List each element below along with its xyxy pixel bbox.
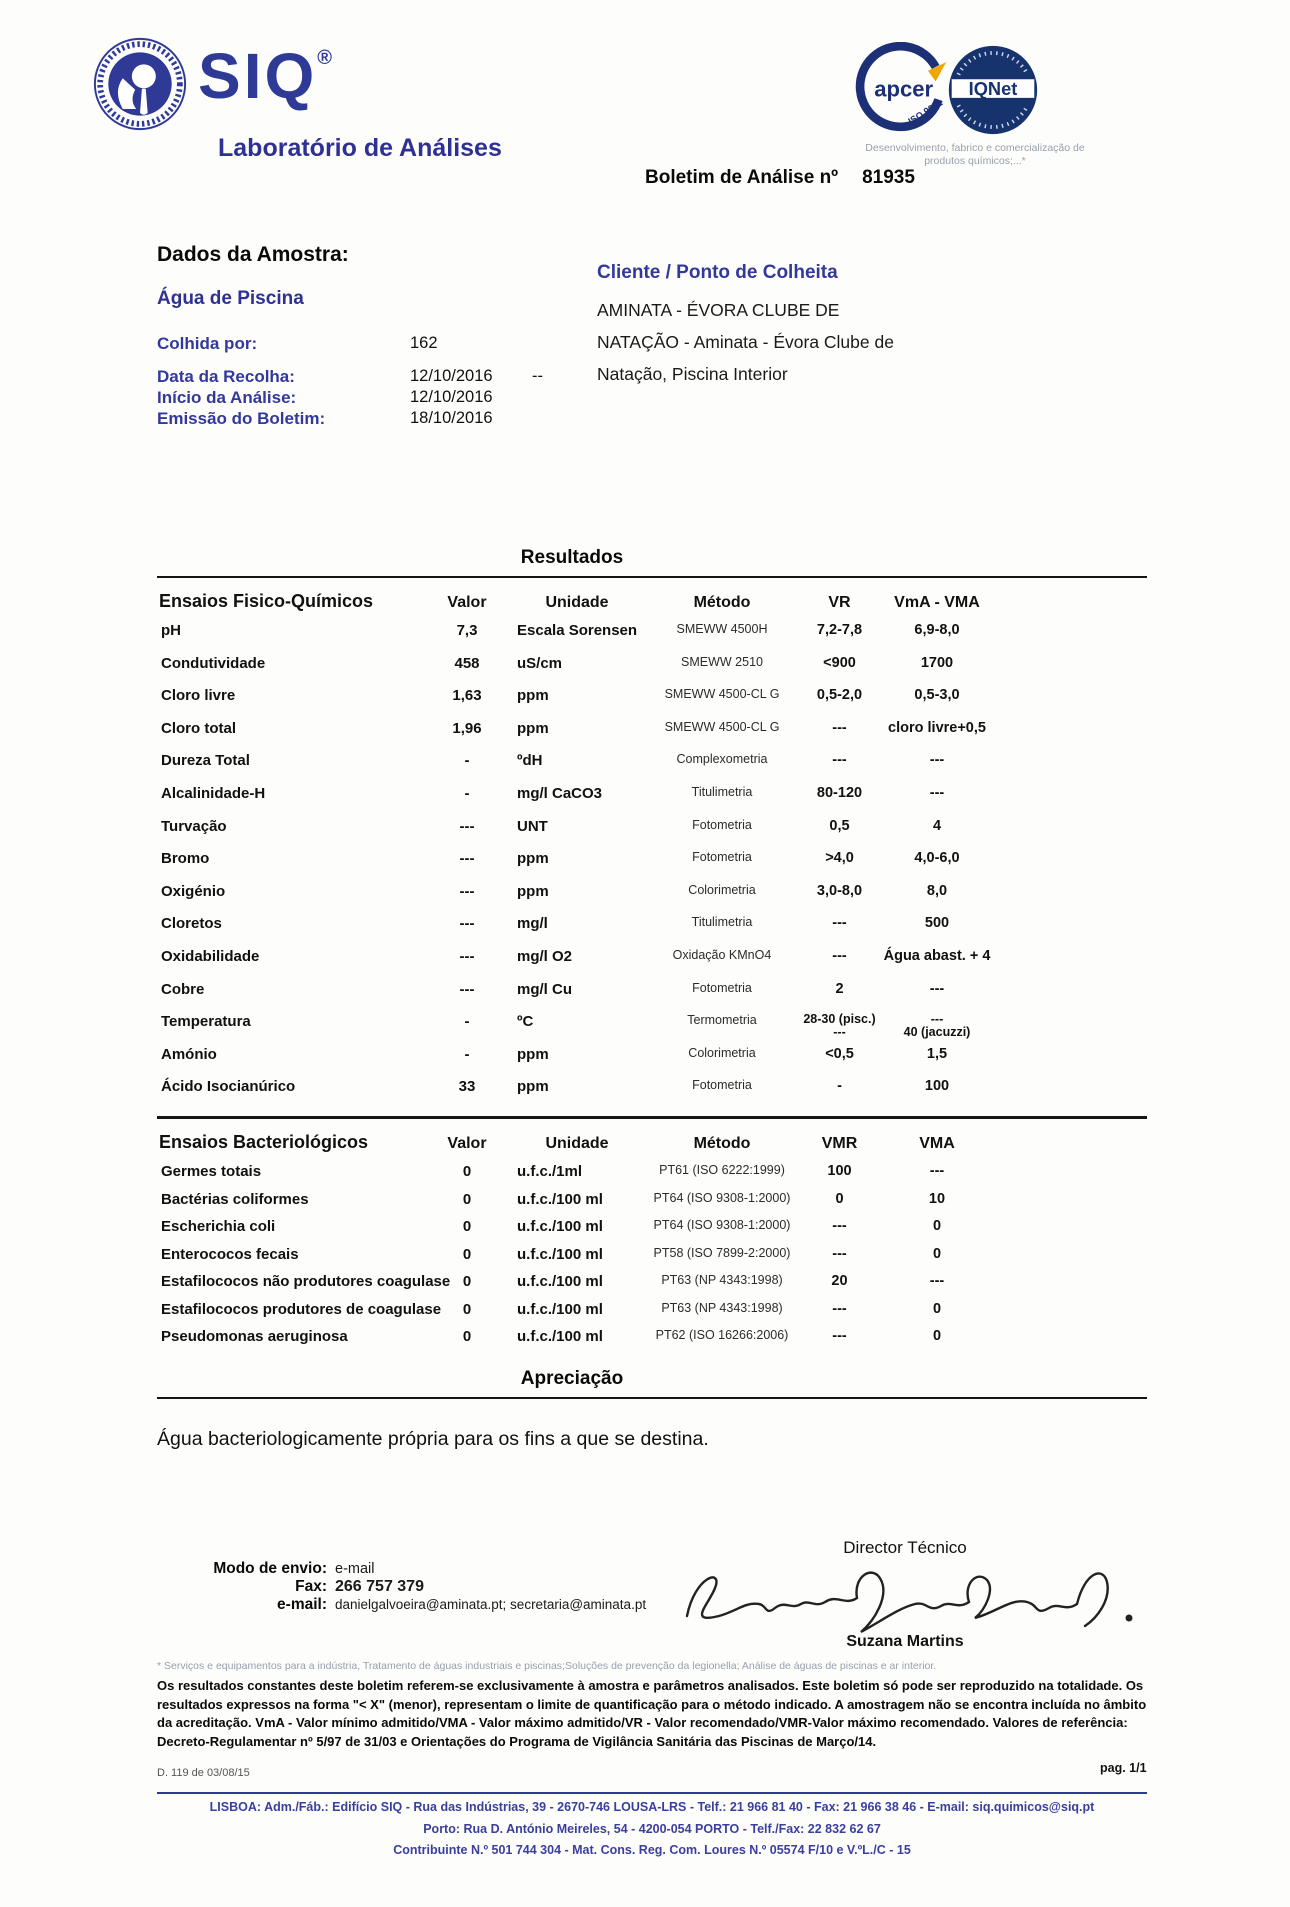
apcer-label: apcer	[873, 76, 933, 102]
cell-unidade: u.f.c./100 ml	[517, 1273, 603, 1291]
cell-vr: ---	[832, 752, 847, 769]
cell-vr: 3,0-8,0	[816, 882, 863, 899]
results-section	[157, 547, 1147, 1399]
analysis-start-value: 12/10/2016	[410, 388, 493, 406]
cell-valor: -	[464, 1013, 470, 1031]
bacterio-table	[157, 1163, 1147, 1356]
cell-vr: -	[837, 1078, 842, 1095]
appraisal-text: Água bacteriologicamente própria para os fins a que se destina.	[157, 1428, 709, 1450]
header-vr: VR	[828, 594, 851, 611]
cell-vr: 0,5	[829, 817, 850, 834]
cell-valor: 1,96	[452, 719, 482, 737]
cell-valor: 0	[462, 1328, 472, 1346]
cell-unidade: uS/cm	[517, 654, 563, 672]
table-row	[157, 720, 1147, 753]
collection-date-value: 12/10/2016	[410, 367, 493, 385]
collection-date-row	[157, 367, 587, 387]
cell-metodo: Oxidação KMnO4	[672, 947, 772, 962]
cell-unidade: mg/l CaCO3	[517, 784, 603, 802]
cell-param: Estafilococos produtores de coagulase	[161, 1300, 442, 1318]
header-valor: Valor	[447, 1134, 487, 1152]
cell-param: Bactérias coliformes	[161, 1190, 309, 1208]
cell-vr: 20	[831, 1273, 848, 1290]
table-row	[157, 1046, 1147, 1079]
signature-name: Suzana Martins	[846, 1633, 964, 1650]
cell-valor: ---	[459, 947, 475, 965]
cell-metodo: Colorimetria	[688, 882, 756, 897]
cell-valor: 0	[462, 1162, 472, 1180]
divider	[157, 1397, 1147, 1399]
cell-param: Oxigénio	[161, 882, 226, 900]
table-row	[157, 1328, 1147, 1356]
email-label: e-mail:	[277, 1596, 327, 1613]
cell-param: Cloro total	[161, 719, 236, 737]
cell-valor: ---	[459, 980, 475, 998]
cell-vma: 500	[924, 915, 950, 932]
bulletin-issue-label: Emissão do Boletim:	[157, 409, 326, 428]
table-row	[157, 1013, 1147, 1046]
cell-unidade: u.f.c./100 ml	[517, 1190, 603, 1208]
cell-metodo: Fotometria	[692, 850, 752, 865]
cell-vma: 0,5-3,0	[914, 687, 960, 704]
cell-valor: ---	[459, 850, 475, 868]
cell-metodo: Complexometria	[676, 752, 768, 767]
cell-param: Amónio	[161, 1045, 217, 1063]
cell-param: Cloretos	[161, 915, 222, 933]
sample-data-block	[157, 243, 587, 429]
collected-by-label: Colhida por:	[157, 334, 258, 353]
fax-row	[157, 1578, 646, 1596]
table-row	[157, 655, 1147, 688]
email-row	[157, 1596, 646, 1614]
lab-title: Laboratório de Análises	[218, 134, 502, 162]
cell-vma: 100	[924, 1078, 950, 1095]
analysis-start-label: Início da Análise:	[157, 388, 297, 407]
apcer-badge-icon	[855, 42, 951, 138]
cell-param: Oxidabilidade	[161, 947, 260, 965]
cell-vr: 2	[835, 980, 844, 997]
table-row	[157, 687, 1147, 720]
cell-metodo: PT62 (ISO 16266:2006)	[655, 1328, 789, 1343]
cell-unidade: ppm	[517, 1078, 549, 1096]
cell-vr: ---	[832, 947, 847, 964]
header-vma: VMA	[919, 1134, 955, 1152]
cell-unidade: ppm	[517, 719, 549, 737]
cell-param: Alcalinidade-H	[161, 784, 266, 802]
cell-vma: 4,0-6,0	[914, 850, 960, 867]
cell-param: pH	[161, 622, 181, 639]
cell-valor: ---	[459, 915, 475, 933]
cell-vma: 1700	[920, 654, 954, 671]
bulletin-label: Boletim de Análise nº	[645, 167, 839, 188]
cell-vma: 10	[928, 1190, 946, 1207]
fax-label: Fax:	[295, 1578, 327, 1595]
table-row	[157, 1301, 1147, 1329]
cell-metodo: PT63 (NP 4343:1998)	[661, 1273, 783, 1288]
cell-param: Condutividade	[161, 654, 266, 672]
footer-porto-line: Porto: Rua D. António Meireles, 54 - 4200-054 PORTO - Telf./Fax: 22 832 62 67	[423, 1822, 881, 1836]
cell-unidade: ppm	[517, 1045, 549, 1063]
cell-vma: 6,9-8,0	[914, 622, 960, 638]
siq-emblem-icon	[92, 36, 188, 132]
table-row	[157, 981, 1147, 1014]
cert-caption-line2: produtos químicos;...*	[924, 155, 1026, 167]
cell-vr: ---	[832, 915, 847, 932]
cell-metodo: Termometria	[687, 1013, 757, 1028]
analysis-start-row	[157, 388, 587, 408]
header-metodo: Método	[693, 594, 751, 611]
client-lines	[597, 294, 1017, 390]
header-unidade: Unidade	[545, 594, 609, 611]
cert-caption-line1: Desenvolvimento, fabrico e comercialização de	[865, 142, 1085, 154]
cell-valor: 7,3	[456, 622, 478, 639]
cell-vr: ---	[832, 1300, 847, 1317]
client-line: AMINATA - ÉVORA CLUBE DE	[597, 300, 840, 320]
header-unidade: Unidade	[545, 1134, 609, 1152]
cell-valor: ---	[459, 882, 475, 900]
cell-valor: 458	[454, 654, 480, 672]
iqnet-label: IQNet	[968, 77, 1017, 99]
signature-role: Director Técnico	[843, 1538, 967, 1557]
cell-param: Cobre	[161, 980, 205, 998]
table-row	[157, 1218, 1147, 1246]
cell-unidade: Escala Sorensen	[517, 622, 638, 639]
table-row	[157, 915, 1147, 948]
cell-valor: 1,63	[452, 687, 482, 705]
header-valor: Valor	[447, 594, 487, 611]
cell-valor: 0	[462, 1218, 472, 1236]
table-row	[157, 1246, 1147, 1274]
header-metodo: Método	[693, 1134, 751, 1152]
cell-unidade: u.f.c./1ml	[517, 1162, 583, 1180]
header-vmr: VMR	[821, 1134, 858, 1152]
cell-unidade: u.f.c./100 ml	[517, 1218, 603, 1236]
footer-lisboa-line: LISBOA: Adm./Fáb.: Edifício SIQ - Rua das Indústrias, 39 - 2670-746 LOUSA-LRS - Telf.: 21 966 81 40 - Fax: 21 966 38 46 - E-mail: siq.quimicos@siq.pt	[209, 1800, 1095, 1814]
bulletin-number-line	[645, 167, 915, 189]
table-row	[157, 818, 1147, 851]
cell-metodo: Fotometria	[692, 980, 752, 995]
bulletin-number: 81935	[862, 167, 915, 188]
registered-mark: ®	[317, 47, 335, 69]
cell-param: Ácido Isocianúrico	[161, 1078, 296, 1096]
cell-vr: ---	[832, 1218, 847, 1235]
cell-vr: ---	[832, 1245, 847, 1262]
cell-vr: 0	[835, 1190, 844, 1207]
table-row	[157, 785, 1147, 818]
cell-vr: 0,5-2,0	[816, 687, 863, 704]
cell-valor: ---	[459, 817, 475, 835]
cell-vr: 100	[827, 1162, 852, 1179]
cell-metodo: SMEWW 4500-CL G	[664, 687, 780, 702]
delivery-mode-label: Modo de envio:	[213, 1560, 327, 1577]
cell-unidade: ppm	[517, 882, 549, 900]
collection-date-extra: --	[532, 367, 543, 385]
delivery-mode-value: e-mail	[335, 1561, 375, 1577]
cell-unidade: ppm	[517, 687, 549, 705]
cell-metodo: Colorimetria	[688, 1045, 756, 1060]
physico-table-header	[157, 578, 1147, 622]
cell-vma: 1,5	[926, 1045, 948, 1062]
table-row	[157, 948, 1147, 981]
cell-vr: >4,0	[825, 850, 854, 867]
delivery-mode-row	[157, 1560, 646, 1578]
cell-vma: ---	[929, 980, 945, 997]
results-title: Resultados	[520, 547, 624, 568]
cell-param: Escherichia coli	[161, 1218, 276, 1236]
table-row	[157, 622, 1147, 655]
cell-unidade: ºdH	[517, 752, 543, 770]
collected-by-value: 162	[410, 334, 438, 352]
cell-unidade: UNT	[517, 817, 548, 835]
cell-metodo: PT64 (ISO 9308-1:2000)	[653, 1190, 791, 1205]
cell-param: Germes totais	[161, 1162, 262, 1180]
cell-unidade: u.f.c./100 ml	[517, 1245, 603, 1263]
cell-valor: 0	[462, 1273, 472, 1291]
iqnet-badge-icon	[945, 42, 1041, 138]
cell-vma: 0	[932, 1245, 942, 1262]
cell-unidade: mg/l Cu	[517, 980, 572, 998]
cert-caption	[790, 142, 1160, 168]
signature-block	[655, 1538, 1155, 1651]
client-line: Natação, Piscina Interior	[597, 364, 788, 384]
cell-param: Bromo	[161, 850, 210, 868]
cell-vma: 8,0	[926, 882, 948, 899]
cell-valor: -	[464, 1045, 470, 1063]
email-value: danielgalvoeira@aminata.pt; secretaria@aminata.pt	[335, 1597, 647, 1612]
physico-table	[157, 622, 1147, 1111]
cell-unidade: mg/l O2	[517, 947, 573, 965]
cell-vr: 7,2-7,8	[816, 622, 863, 638]
cell-param: Cloro livre	[161, 687, 236, 705]
cell-vr: ---	[832, 719, 847, 736]
cell-vma: ---	[929, 1162, 945, 1179]
footer	[157, 1792, 1147, 1857]
page-number: pag. 1/1	[1100, 1761, 1147, 1775]
cell-vma: cloro livre+0,5	[888, 719, 986, 736]
cell-metodo: Fotometria	[692, 1078, 752, 1093]
delivery-block	[157, 1560, 646, 1614]
table-row	[157, 883, 1147, 916]
cell-vma: 0	[932, 1328, 942, 1345]
cell-vr: 28-30 (pisc.) ---	[803, 1012, 876, 1040]
table-row	[157, 752, 1147, 785]
cell-vma: --- 40 (jacuzzi)	[903, 1012, 971, 1040]
cell-metodo: PT63 (NP 4343:1998)	[661, 1300, 783, 1315]
cell-vma: ---	[929, 1273, 945, 1290]
cell-unidade: ppm	[517, 850, 549, 868]
cell-vr: 80-120	[816, 784, 863, 801]
cell-unidade: u.f.c./100 ml	[517, 1300, 603, 1318]
bulletin-issue-value: 18/10/2016	[410, 409, 493, 427]
header-ensaios-fisico-quimicos: Ensaios Fisico-Químicos	[159, 591, 374, 611]
cell-valor: 33	[458, 1078, 476, 1096]
cell-vr: ---	[832, 1328, 847, 1345]
badges-row	[790, 42, 1105, 138]
doc-ref: D. 119 de 03/08/15	[157, 1767, 250, 1779]
cell-vma: 0	[932, 1218, 942, 1235]
table-row	[157, 1078, 1147, 1111]
cell-metodo: SMEWW 2510	[681, 654, 763, 669]
client-block	[597, 262, 1017, 390]
cell-param: Estafilococos não produtores coagulase	[161, 1273, 451, 1291]
certification-logos	[790, 42, 1160, 168]
cell-metodo: PT61 (ISO 6222:1999)	[659, 1162, 785, 1177]
fax-value: 266 757 379	[335, 1578, 424, 1595]
collection-date-label: Data da Recolha:	[157, 367, 295, 386]
siq-logo	[92, 36, 335, 132]
table-row	[157, 850, 1147, 883]
signature-image	[665, 1558, 1145, 1636]
cell-param: Dureza Total	[161, 752, 250, 770]
cell-vr: <0,5	[825, 1045, 854, 1062]
cell-metodo: Titulimetria	[691, 915, 753, 930]
table-row	[157, 1163, 1147, 1191]
bulletin-issue-row	[157, 409, 587, 429]
client-line: NATAÇÃO - Aminata - Évora Clube de	[597, 332, 894, 352]
disclaimer-text: Os resultados constantes deste boletim referem-se exclusivamente à amostra e parâmetros analisados. Este boletim só pode ser reproduzido na totalidade. Os resultados expressos na forma "< X" (menor), representam o limite de quantificação para o método indicado. A amostragem não se encontra incluída no âmbito da acreditação. VmA - Valor mínimo admitido/VMA - Valor máximo admitido/VR - Valor recomendado/VMR-Valor máximo recomendado. Valores de referência: Decreto-Regulamentar nº 5/97 de 31/03 e Orientações do Programa de Vigilância Sanitária das Piscinas de Março/14.	[157, 1678, 1147, 1749]
cell-valor: 0	[462, 1300, 472, 1318]
cell-unidade: ºC	[517, 1013, 534, 1031]
siq-letters: SIQ	[198, 40, 318, 112]
client-title: Cliente / Ponto de Colheita	[597, 262, 838, 283]
sample-type: Água de Piscina	[157, 288, 304, 309]
header-ensaios-bacteriologicos: Ensaios Bacteriológicos	[159, 1131, 369, 1152]
cell-metodo: Fotometria	[692, 817, 752, 832]
cell-metodo: SMEWW 4500H	[676, 622, 768, 636]
bacterio-table-header	[157, 1119, 1147, 1163]
cell-param: Temperatura	[161, 1013, 251, 1031]
cell-valor: -	[464, 752, 470, 770]
cell-metodo: PT58 (ISO 7899-2:2000)	[653, 1245, 791, 1260]
cell-vma: ---	[929, 752, 945, 769]
sample-section-title: Dados da Amostra:	[157, 243, 349, 266]
cell-vma: 4	[932, 817, 942, 834]
cell-valor: 0	[462, 1245, 472, 1263]
services-footnote: * Serviços e equipamentos para a indústria, Tratamento de águas industriais e piscinas;Soluções de prevenção da legionella; Análise de águas de piscinas e ar interior.	[157, 1660, 937, 1672]
cell-vma: Água abast. + 4	[883, 947, 991, 964]
table-row	[157, 1273, 1147, 1301]
cell-unidade: mg/l	[517, 915, 548, 933]
cell-vma: 0	[932, 1300, 942, 1317]
cell-param: Enterococos fecais	[161, 1245, 299, 1263]
cell-metodo: SMEWW 4500-CL G	[664, 719, 780, 734]
cell-vma: ---	[929, 784, 945, 801]
cell-valor: 0	[462, 1190, 472, 1208]
table-row	[157, 1191, 1147, 1219]
iso9001-label: ISO 9001	[905, 97, 944, 127]
collected-by-row	[157, 334, 587, 354]
header-vma-vma: VmA - VMA	[894, 594, 980, 611]
cell-unidade: u.f.c./100 ml	[517, 1328, 603, 1346]
footer-contribuinte-line: Contribuinte N.º 501 744 304 - Mat. Cons. Reg. Com. Loures N.º 05574 F/10 e V.ºL./C - 15	[393, 1843, 911, 1857]
siq-logo-text	[198, 40, 335, 112]
cell-param: Pseudomonas aeruginosa	[161, 1328, 348, 1346]
cell-metodo: Titulimetria	[691, 784, 753, 799]
cell-param: Turvação	[161, 817, 227, 835]
cell-vr: <900	[823, 654, 856, 671]
cell-metodo: PT64 (ISO 9308-1:2000)	[653, 1218, 791, 1233]
cell-valor: -	[464, 784, 470, 802]
appraisal-title: Apreciação	[520, 1368, 624, 1390]
